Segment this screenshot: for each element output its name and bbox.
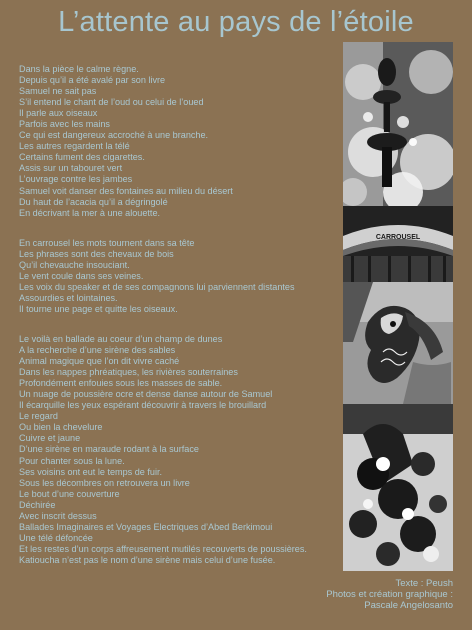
- poem: [19, 64, 344, 585]
- poem-line: Déchirée: [19, 499, 56, 510]
- poem-line: Ballades Imaginaires et Voyages Electriques d’Abed Berkimoui: [19, 521, 273, 532]
- poem-line: Le bout d’une couverture: [19, 488, 120, 499]
- poem-line: Animal magique que l’on dit vivre caché: [19, 356, 180, 367]
- poem-line: L’ouvrage contre les jambes: [19, 174, 133, 185]
- poem-line: Sous les décombres on retrouvera un livre: [19, 477, 190, 488]
- poem-line: Le regard: [19, 411, 58, 422]
- poem-line: D’une sirène en maraude rodant à la surface: [19, 444, 199, 455]
- poem-line: Samuel voit danser des fontaines au milieu du désert: [19, 185, 233, 196]
- poem-line: Il parle aux oiseaux: [19, 108, 98, 119]
- poem-line: Ce qui est dangereux accroché à une branche.: [19, 130, 209, 141]
- poem-line: Ses voisins ont eut le temps de fuir.: [19, 466, 163, 477]
- poem-line: Il tourne une page et quitte les oiseaux.: [19, 303, 178, 314]
- poem-line: Dans les nappes phréatiques, les rivières souterraines: [19, 367, 238, 378]
- poem-line: Cuivre et jaune: [19, 433, 81, 444]
- poem-line: Dans la pièce le calme règne.: [19, 64, 139, 74]
- credit-author: Pascale Angelosanto: [364, 600, 453, 611]
- fountain-photo: [343, 42, 453, 206]
- carousel-sign-text: CARROUSEL: [375, 234, 421, 241]
- poem-line: Profondément enfouies sous les masses de sable.: [19, 378, 223, 389]
- poem-line: Les voix du speaker et de ses compagnons lui parviennent distantes: [19, 281, 295, 292]
- poem-line: Pour chanter sous la lune.: [19, 455, 125, 466]
- credits: [326, 578, 453, 611]
- stanza-1: [19, 64, 344, 219]
- poem-line: Une télé défoncée: [19, 532, 93, 543]
- poem-line: S’il entend le chant de l’oud ou celui de l’oued: [19, 97, 204, 108]
- poem-line: Parfois avec les mains: [19, 119, 110, 130]
- poem-line: En décrivant la mer à une alouette.: [19, 207, 161, 218]
- poem-line: Et les restes d’un corps affreusement mutilés recouverts de poussières.: [19, 543, 307, 554]
- poem-line: Les phrases sont des chevaux de bois: [19, 248, 174, 259]
- poem-line: Du haut de l’acacia qu’il a dégringolé: [19, 196, 168, 207]
- poem-line: Il écarquille les yeux espérant découvrir à travers le brouillard: [19, 400, 267, 411]
- poem-line: Katioucha n’est pas le nom d’une sirène mais celui d’une fusée.: [19, 554, 276, 565]
- poem-line: Qu’il chevauche insouciant.: [19, 259, 130, 270]
- poem-line: Samuel ne sait pas: [19, 86, 97, 97]
- horse-photo: [343, 282, 453, 404]
- page-title: L’attente au pays de l’étoile: [58, 6, 414, 38]
- stanza-3: [19, 334, 344, 566]
- poem-line: Le voilà en ballade au coeur d’un champ de dunes: [19, 333, 223, 344]
- poem-line: Avec inscrit dessus: [19, 510, 97, 521]
- poem-line: Depuis qu’il a été avalé par son livre: [19, 75, 166, 86]
- poem-line: A la recherche d’une sirène des sables: [19, 345, 176, 356]
- poem-line: Certains fument des cigarettes.: [19, 152, 145, 163]
- poem-line: Les autres regardent la télé: [19, 141, 130, 152]
- stanza-2: [19, 238, 344, 315]
- poem-line: Assis sur un tabouret vert: [19, 163, 123, 174]
- poem-line: Ou bien la chevelure: [19, 422, 103, 433]
- spray-photo: [343, 404, 453, 571]
- credit-photos: Photos et création graphique :: [326, 589, 453, 600]
- poem-line: Assourdies et lointaines.: [19, 292, 118, 303]
- poem-line: Le vent coule dans ses veines.: [19, 270, 144, 281]
- credit-text: Texte : Peush: [395, 578, 453, 589]
- poem-line: En carrousel les mots tournent dans sa tête: [19, 237, 195, 248]
- carousel-photo: [343, 206, 453, 282]
- poem-line: Un nuage de poussière ocre et dense danse autour de Samuel: [19, 389, 273, 400]
